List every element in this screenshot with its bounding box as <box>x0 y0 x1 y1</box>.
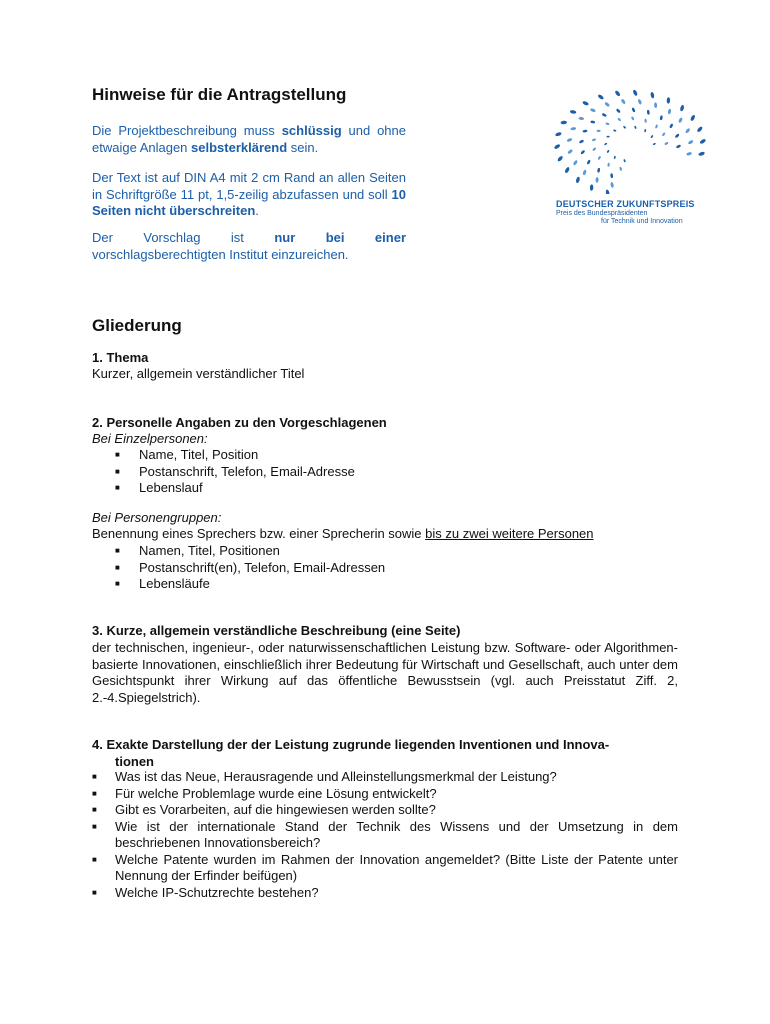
logo-dot <box>632 89 638 96</box>
logo-dot <box>582 129 587 132</box>
logo-dot <box>660 115 663 120</box>
logo-dot <box>616 108 621 113</box>
logo-dot <box>602 113 607 118</box>
logo-dot <box>647 110 650 115</box>
logo-dot <box>566 137 572 142</box>
logo-dot <box>575 176 580 183</box>
logo-dot <box>678 117 683 123</box>
logo-dot <box>664 142 669 146</box>
list-item: ■ Postanschrift(en), Telefon, Email-Adressen <box>115 559 386 575</box>
logo-dot <box>578 117 584 121</box>
list-item: ■ Welche Patente wurden im Rahmen der Innovation angemeldet? (Bitte Liste der Patente unter Nennung der Erfinder beifügen) <box>92 851 678 883</box>
bullet-square-icon: ■ <box>115 466 120 476</box>
logo-dot <box>590 108 596 113</box>
list-item: ■ Welche IP-Schutzrechte bestehen? <box>92 884 319 900</box>
group-persons-list <box>115 543 385 593</box>
logo-dot <box>605 189 610 194</box>
list-item: ■ Namen, Titel, Positionen <box>115 543 280 558</box>
logo-dot <box>597 130 601 132</box>
logo-dot <box>557 155 564 162</box>
logo-dot <box>690 114 696 121</box>
logo-dot <box>685 128 691 134</box>
logo-dot <box>669 123 674 128</box>
logo-dot <box>597 94 604 101</box>
logo-dot <box>597 168 600 173</box>
section-1-text: Kurzer, allgemein verständlicher Titel <box>92 366 305 381</box>
logo-dot <box>696 126 703 133</box>
single-persons-list <box>115 447 355 497</box>
logo-dot <box>606 150 609 154</box>
logo-dot <box>686 152 692 157</box>
list-item: ■ Gibt es Vorarbeiten, auf die hingewiesen werden sollte? <box>92 802 436 817</box>
logo-dot <box>650 135 653 139</box>
logo-dot <box>613 129 617 132</box>
logo-dot <box>655 124 658 128</box>
logo-dot <box>606 136 609 138</box>
list-item: ■ Wie ist der internationale Stand der Technik des Wissens und der Umsetzung in dem beschriebenen Innovationsbereich? <box>92 818 678 850</box>
logo-dot <box>592 147 596 151</box>
logo-dot <box>582 169 587 175</box>
bullet-square-icon: ■ <box>115 546 120 555</box>
outline-title: Gliederung <box>92 316 182 335</box>
section-4-question-list <box>92 769 678 901</box>
section-2-heading: 2. Personelle Angaben zu den Vorgeschlagenen <box>92 415 387 430</box>
bullet-square-icon: ■ <box>92 772 97 781</box>
logo-title: DEUTSCHER ZUKUNFTSPREIS <box>556 199 695 209</box>
bullet-square-icon: ■ <box>115 483 120 492</box>
note-paragraph-3: Der Vorschlag ist nur bei einer vorschlagsberechtigten Institut einzureichen. <box>92 230 407 262</box>
logo-dot <box>650 92 655 99</box>
logo-dot <box>617 117 621 121</box>
logo-dot <box>567 149 573 155</box>
logo-dot <box>573 160 579 166</box>
section-1-heading: 1. Thema <box>92 350 149 365</box>
logo-dot <box>667 97 671 104</box>
logo-subtitle-2: für Technik und Innovation <box>601 218 683 225</box>
note-paragraph-2: Der Text ist auf DIN A4 mit 2 cm Rand an allen Seiten in Schriftgröße 11 pt, 1,5-zeilig abzufassen und soll 10 Seiten nicht überschreiten. <box>92 170 406 218</box>
logo-dot <box>637 99 642 105</box>
logo-dot <box>580 150 585 155</box>
logo-dot <box>570 110 577 114</box>
bullet-square-icon: ■ <box>92 887 97 897</box>
logo-dot <box>652 142 656 145</box>
logo-dot <box>604 142 608 145</box>
single-persons-label: Bei Einzelpersonen: <box>92 431 208 446</box>
logo-dot <box>644 119 647 123</box>
list-item: ■ Name, Titel, Position <box>115 447 259 462</box>
logo-dot <box>698 151 705 156</box>
logo-dot <box>676 144 681 148</box>
logo-dot <box>631 107 635 112</box>
list-item: ■ Postanschrift, Telefon, Email-Adresse <box>115 463 355 479</box>
logo-dot <box>554 143 561 149</box>
logo-subtitle-1: Preis des Bundespräsidenten <box>556 210 648 217</box>
bullet-square-icon: ■ <box>92 821 97 831</box>
logo-dot <box>620 98 626 104</box>
logo-dot <box>604 101 610 107</box>
zukunftspreis-logo-icon <box>548 84 708 194</box>
logo-dot <box>662 132 666 137</box>
logo-dot <box>680 105 685 112</box>
logo-dot <box>688 139 694 145</box>
logo-dot <box>610 173 613 178</box>
logo-dot <box>614 90 621 97</box>
bullet-square-icon: ■ <box>92 805 97 814</box>
list-item: ■ Was ist das Neue, Herausragende und Alleinstellungsmerkmal der Leistung? <box>92 769 557 784</box>
logo-dot <box>586 159 591 164</box>
list-item: ■ Lebenslauf <box>115 480 203 495</box>
section-3-heading: 3. Kurze, allgemein verständliche Beschreibung (eine Seite) <box>92 623 461 638</box>
logo-dot <box>590 184 594 191</box>
logo-dot <box>605 122 610 126</box>
logo-dot <box>570 127 576 131</box>
logo-dot <box>634 126 637 130</box>
list-item: ■ Lebensläufe <box>115 576 210 591</box>
logo-dot <box>619 167 622 171</box>
group-persons-text: Benennung eines Sprechers bzw. einer Sprecherin sowie bis zu zwei weitere Personen <box>92 526 594 541</box>
logo-dot <box>623 159 626 163</box>
logo-dot <box>560 121 567 125</box>
logo-dot <box>699 138 706 144</box>
logo-dot <box>598 156 602 161</box>
logo-dot <box>592 138 597 141</box>
logo-dot <box>623 126 626 130</box>
bullet-square-icon: ■ <box>92 854 97 864</box>
bullet-square-icon: ■ <box>115 579 120 588</box>
logo-dot <box>590 120 595 123</box>
logo-dot <box>614 156 616 159</box>
page-title: Hinweise für die Antragstellung <box>92 85 347 104</box>
logo-dot <box>675 133 680 138</box>
bullet-square-icon: ■ <box>92 788 97 798</box>
logo-dot <box>610 182 614 188</box>
logo-dot <box>564 166 570 173</box>
list-item: ■ Für welche Problemlage wurde eine Lösung entwickelt? <box>92 785 437 801</box>
logo-dot <box>631 116 635 121</box>
logo-dot <box>654 102 657 108</box>
section-3-text: der technischen, ingenieur-, oder naturwissenschaftlichen Leistung bzw. Software- oder Algorithmen-basierte Innovationen, einschließlich ihrer Bedeutung für Wirtschaft und Gesellschaft, auch unter dem Gesichtspunkt ihrer Wirkung auf das öffentliche Bewusstsein (vgl. auch Preisstatut Ziff. 2, 2.-4.Spiegelstrich). <box>92 640 678 705</box>
logo-dot <box>607 163 610 167</box>
note-paragraph-1: Die Projektbeschreibung muss schlüssig und ohne etwaige Anlagen selbsterklärend sein. <box>92 123 406 155</box>
bullet-square-icon: ■ <box>115 562 120 572</box>
section-4-heading: 4. Exakte Darstellung der der Leistung zugrunde liegenden Inventionen und Innova- tionen <box>92 737 610 769</box>
logo-dot <box>555 132 562 137</box>
logo-dot <box>582 100 589 106</box>
logo-dot <box>579 139 584 143</box>
logo-dot <box>595 177 598 183</box>
bullet-square-icon: ■ <box>115 450 120 459</box>
group-persons-label: Bei Personengruppen: <box>92 510 222 525</box>
logo-dot <box>667 108 671 114</box>
logo-dot <box>644 129 646 132</box>
